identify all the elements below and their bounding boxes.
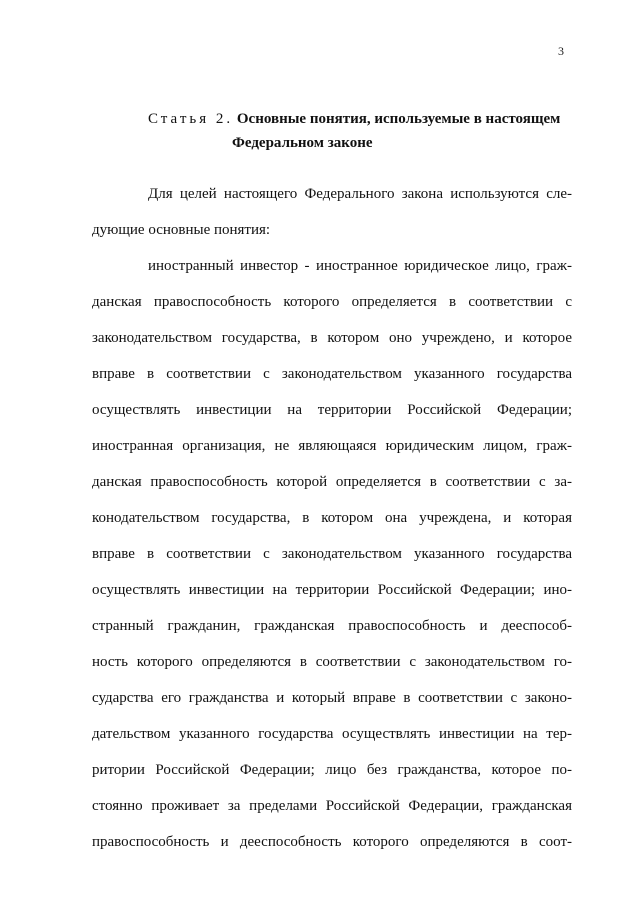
article-title-line-2: Федеральном законе (232, 135, 373, 151)
article-heading-line-1 (148, 107, 560, 131)
text-line: странный гражданин, гражданская правоспособность и дееспособ- (92, 618, 572, 634)
text-line: вправе в соответствии с законодательством указанного государства (92, 546, 572, 562)
text-line: Для целей настоящего Федерального закона используются сле- (148, 186, 572, 202)
text-line: дательством указанного государства осуществлять инвестиции на тер- (92, 726, 572, 742)
text-line: иностранная организация, не являющаяся юридическим лицом, граж- (92, 438, 572, 454)
text-line: ность которого определяются в соответствии с законодательством го- (92, 654, 572, 670)
text-line: данская правоспособность которого определяется в соответствии с (92, 294, 572, 310)
text-line: правоспособность и дееспособность которого определяются в соот- (92, 834, 572, 850)
text-line: иностранный инвестор - иностранное юридическое лицо, граж- (148, 258, 572, 274)
text-line: данская правоспособность которой определяется в соответствии с за- (92, 474, 572, 490)
text-line: ритории Российской Федерации; лицо без гражданства, которое по- (92, 762, 572, 778)
article-title-line-1: Основные понятия, используемые в настоящем (236, 111, 561, 127)
text-line: вправе в соответствии с законодательством указанного государства (92, 366, 572, 382)
text-line: конодательством государства, в котором она учреждена, и которая (92, 510, 572, 526)
text-line: осуществлять инвестиции на территории Российской Федерации; (92, 402, 572, 418)
text-line: стоянно проживает за пределами Российской Федерации, гражданская (92, 798, 572, 814)
text-line: дующие основные понятия: (92, 222, 271, 238)
text-line: сударства его гражданства и который вправе в соответствии с законо- (92, 690, 572, 706)
article-label: Статья 2. (148, 111, 234, 127)
text-line: осуществлять инвестиции на территории Российской Федерации; ино- (92, 582, 572, 598)
text-line: законодательством государства, в котором оно учреждено, и которое (92, 330, 572, 346)
page-number: 3 (558, 44, 564, 58)
